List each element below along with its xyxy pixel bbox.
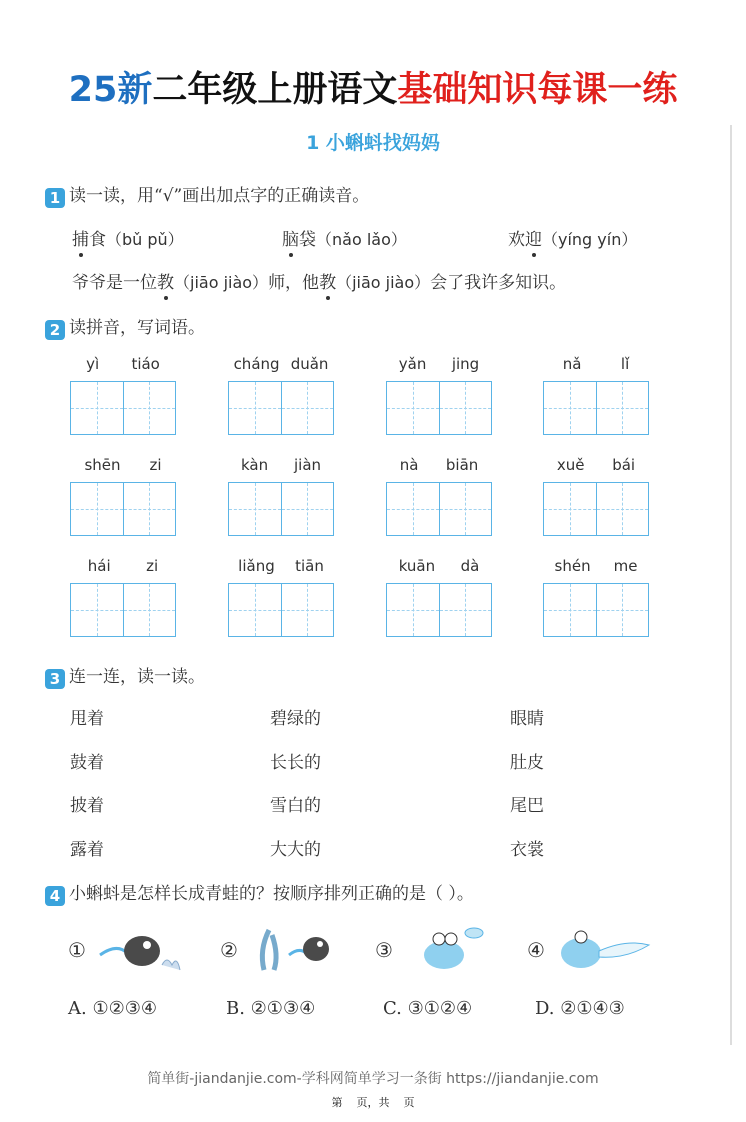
pic-label: ① bbox=[68, 938, 86, 962]
pic-label: ② bbox=[220, 938, 238, 962]
q4-heading bbox=[45, 879, 474, 906]
write-cell[interactable] bbox=[71, 584, 124, 636]
dotted-char: 迎 bbox=[525, 230, 542, 250]
match-item-col2[interactable]: 长长的 bbox=[270, 753, 321, 773]
pinyin: dà bbox=[460, 557, 480, 575]
write-cell[interactable] bbox=[544, 584, 597, 636]
pinyin: nǎ bbox=[562, 355, 582, 373]
answer-option[interactable]: D. ②①④③ bbox=[535, 998, 625, 1019]
pinyin: bái bbox=[612, 456, 636, 474]
title-part-blue: 25新 bbox=[68, 70, 153, 110]
pinyin: jiàn bbox=[293, 456, 322, 474]
pinyin-options: （nǎo lǎo） bbox=[316, 230, 407, 249]
title-part-red: 基础知识每课一练 bbox=[397, 70, 678, 110]
write-cell[interactable] bbox=[229, 483, 282, 535]
match-item-col3[interactable]: 肚皮 bbox=[510, 753, 544, 773]
title-part-black: 二年级上册语文 bbox=[152, 70, 398, 110]
match-item-col1[interactable]: 披着 bbox=[70, 796, 104, 816]
lesson-title: 1 小蝌蚪找妈妈 bbox=[306, 132, 440, 154]
pinyin: hái bbox=[87, 557, 111, 575]
q2-heading bbox=[45, 313, 205, 340]
match-item-col2[interactable]: 大大的 bbox=[270, 840, 321, 860]
tian-grid-boxes[interactable] bbox=[228, 482, 334, 536]
tian-grid-boxes[interactable] bbox=[386, 381, 492, 435]
q4-number-badge: 4 bbox=[45, 886, 65, 906]
write-cell[interactable] bbox=[282, 483, 334, 535]
pinyin: jing bbox=[451, 355, 480, 373]
match-item-col3[interactable]: 眼睛 bbox=[510, 709, 544, 729]
tadpole-picture-4 bbox=[527, 925, 651, 975]
q1-item-2 bbox=[282, 225, 407, 250]
word-grid bbox=[70, 355, 176, 435]
pic-label: ③ bbox=[375, 938, 393, 962]
pinyin: duǎn bbox=[290, 355, 329, 373]
word-grid bbox=[543, 355, 649, 435]
pinyin-options: （jiāo jiào） bbox=[174, 273, 269, 292]
write-cell[interactable] bbox=[124, 483, 176, 535]
dotted-char: 教 bbox=[157, 273, 174, 293]
dotted-char: 脑 bbox=[282, 230, 299, 250]
tian-grid-boxes[interactable] bbox=[543, 482, 649, 536]
pinyin: biān bbox=[445, 456, 479, 474]
write-cell[interactable] bbox=[282, 584, 334, 636]
word-grid bbox=[386, 355, 492, 435]
write-cell[interactable] bbox=[387, 483, 440, 535]
write-cell[interactable] bbox=[544, 483, 597, 535]
pinyin: cháng bbox=[233, 355, 280, 373]
match-item-col1[interactable]: 露着 bbox=[70, 840, 104, 860]
pinyin-row bbox=[228, 355, 334, 375]
q3-heading-text: 连一连，读一读。 bbox=[69, 667, 205, 687]
q1-heading-text: 读一读，用“√”画出加点字的正确读音。 bbox=[69, 186, 370, 206]
tian-grid-boxes[interactable] bbox=[543, 381, 649, 435]
pinyin: kàn bbox=[240, 456, 269, 474]
pinyin: nà bbox=[399, 456, 419, 474]
tadpole-legs-icon bbox=[399, 925, 489, 975]
dotted-char: 教 bbox=[319, 273, 337, 293]
pinyin: liǎng bbox=[238, 557, 275, 575]
match-item-col1[interactable]: 甩着 bbox=[70, 709, 104, 729]
write-cell[interactable] bbox=[229, 382, 282, 434]
pinyin-row bbox=[543, 355, 649, 375]
write-cell[interactable] bbox=[440, 483, 492, 535]
tadpole-picture-3 bbox=[375, 925, 489, 975]
tian-grid-boxes[interactable] bbox=[386, 482, 492, 536]
pinyin: kuān bbox=[398, 557, 436, 575]
pinyin: zi bbox=[146, 557, 159, 575]
tian-grid-boxes[interactable] bbox=[70, 381, 176, 435]
page-number: 第 页，共 页 bbox=[331, 1096, 415, 1109]
pinyin-row bbox=[70, 355, 176, 375]
word-grid bbox=[543, 557, 649, 637]
pinyin: shén bbox=[554, 557, 591, 575]
q1-number-badge: 1 bbox=[45, 188, 65, 208]
pinyin-options: （bǔ pǔ） bbox=[106, 230, 184, 249]
pinyin: shēn bbox=[84, 456, 121, 474]
pinyin: zi bbox=[149, 456, 162, 474]
write-cell[interactable] bbox=[124, 382, 176, 434]
write-cell[interactable] bbox=[387, 584, 440, 636]
char: 食 bbox=[89, 230, 106, 250]
q1-item-1 bbox=[72, 225, 184, 250]
pinyin: yǎn bbox=[398, 355, 427, 373]
answer-option[interactable]: A. ①②③④ bbox=[68, 998, 157, 1019]
page-edge-line bbox=[730, 125, 732, 1045]
pinyin-row bbox=[543, 456, 649, 476]
write-cell[interactable] bbox=[71, 382, 124, 434]
write-cell[interactable] bbox=[597, 483, 649, 535]
frog-with-tail-icon bbox=[551, 925, 651, 975]
text: 会了我许多知识。 bbox=[430, 273, 567, 293]
write-cell[interactable] bbox=[544, 382, 597, 434]
tian-grid-boxes[interactable] bbox=[228, 583, 334, 637]
q1-item-3 bbox=[508, 225, 637, 250]
write-cell[interactable] bbox=[124, 584, 176, 636]
tadpole-picture-2 bbox=[220, 925, 334, 975]
text: 爷爷是一位 bbox=[72, 273, 157, 293]
match-item-col2[interactable]: 雪白的 bbox=[270, 796, 321, 816]
q2-number-badge: 2 bbox=[45, 320, 65, 340]
pinyin: xuě bbox=[556, 456, 585, 474]
match-item-col2[interactable]: 碧绿的 bbox=[270, 709, 321, 729]
tadpole-icon bbox=[92, 925, 182, 975]
answer-option[interactable]: B. ②①③④ bbox=[226, 998, 316, 1019]
char: 袋 bbox=[299, 230, 316, 250]
pinyin: tiáo bbox=[131, 355, 160, 373]
pinyin: tiān bbox=[295, 557, 324, 575]
q3-heading bbox=[45, 662, 205, 689]
pinyin-row bbox=[386, 456, 492, 476]
pinyin-row bbox=[228, 456, 334, 476]
word-grid bbox=[228, 456, 334, 536]
pinyin-row bbox=[386, 355, 492, 375]
tian-grid-boxes[interactable] bbox=[543, 583, 649, 637]
pinyin-options: （jiāo jiào） bbox=[336, 273, 431, 292]
word-grid bbox=[543, 456, 649, 536]
char: 欢 bbox=[508, 230, 525, 250]
q4-heading-text: 小蝌蚪是怎样长成青蛙的？按顺序排列正确的是（ ）。 bbox=[69, 884, 474, 904]
match-item-col1[interactable]: 鼓着 bbox=[70, 753, 104, 773]
q3-number-badge: 3 bbox=[45, 669, 65, 689]
dotted-char: 捕 bbox=[72, 230, 89, 250]
document-title bbox=[0, 62, 746, 112]
match-item-col3[interactable]: 衣裳 bbox=[510, 840, 544, 860]
tadpole-with-weeds-icon bbox=[244, 925, 334, 975]
word-grid bbox=[228, 557, 334, 637]
text: 师，他 bbox=[268, 273, 320, 293]
pinyin-row bbox=[386, 557, 492, 577]
write-cell[interactable] bbox=[440, 584, 492, 636]
pinyin-options: （yíng yín） bbox=[542, 230, 638, 249]
pinyin-row bbox=[70, 557, 176, 577]
tadpole-picture-1 bbox=[68, 925, 182, 975]
answer-option[interactable]: C. ③①②④ bbox=[383, 998, 473, 1019]
word-grid bbox=[386, 557, 492, 637]
word-grid bbox=[70, 557, 176, 637]
watermark-footer: 简单街-jiandanjie.com-学科网简单学习一条街 https://jiandanjie.com bbox=[147, 1071, 599, 1087]
tian-grid-boxes[interactable] bbox=[228, 381, 334, 435]
tian-grid-boxes[interactable] bbox=[70, 482, 176, 536]
write-cell[interactable] bbox=[282, 382, 334, 434]
tian-grid-boxes[interactable] bbox=[70, 583, 176, 637]
pinyin-row bbox=[543, 557, 649, 577]
write-cell[interactable] bbox=[229, 584, 282, 636]
q2-heading-text: 读拼音，写词语。 bbox=[69, 318, 205, 338]
pinyin: yì bbox=[86, 355, 100, 373]
pinyin-row bbox=[70, 456, 176, 476]
word-grid bbox=[70, 456, 176, 536]
write-cell[interactable] bbox=[440, 382, 492, 434]
word-grid bbox=[228, 355, 334, 435]
pic-label: ④ bbox=[527, 938, 545, 962]
q1-sentence bbox=[72, 268, 566, 293]
match-item-col3[interactable]: 尾巴 bbox=[510, 796, 544, 816]
write-cell[interactable] bbox=[597, 584, 649, 636]
write-cell[interactable] bbox=[597, 382, 649, 434]
tian-grid-boxes[interactable] bbox=[386, 583, 492, 637]
pinyin: me bbox=[613, 557, 638, 575]
word-grid bbox=[386, 456, 492, 536]
pinyin-row bbox=[228, 557, 334, 577]
q1-heading bbox=[45, 181, 369, 208]
write-cell[interactable] bbox=[387, 382, 440, 434]
pinyin: lǐ bbox=[620, 355, 630, 373]
write-cell[interactable] bbox=[71, 483, 124, 535]
